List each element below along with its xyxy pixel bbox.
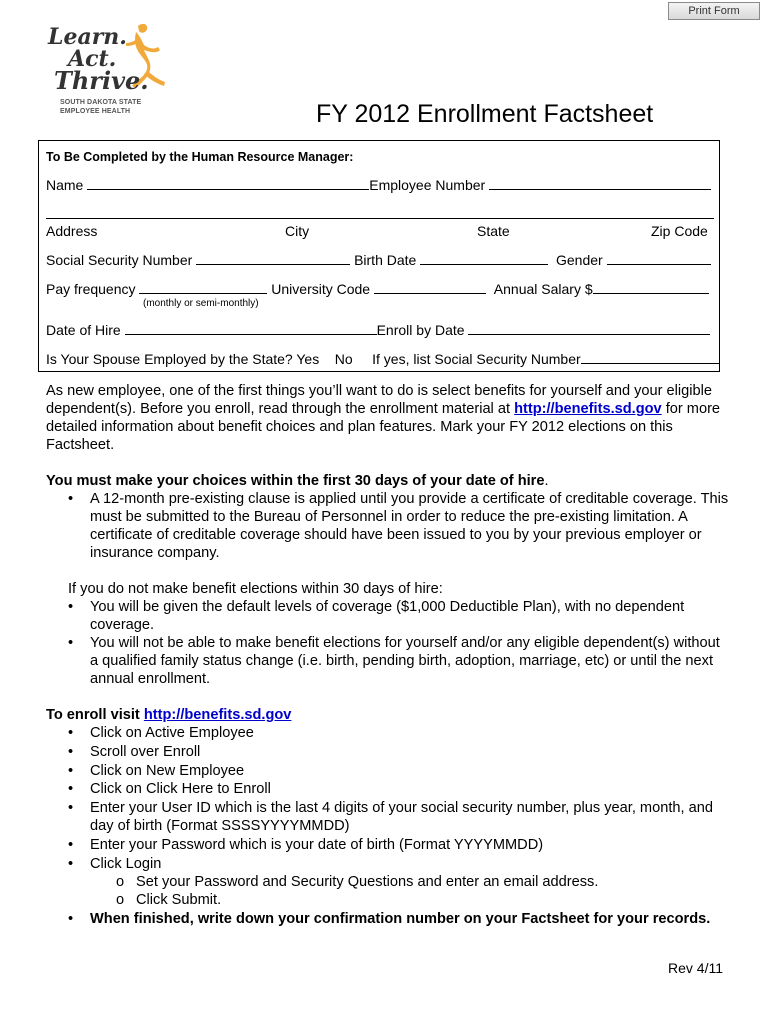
pay-frequency-note: (monthly or semi-monthly) bbox=[143, 298, 259, 309]
university-code-field[interactable] bbox=[374, 281, 486, 294]
must-heading: You must make your choices within the first 30 days of your date of hire. bbox=[46, 473, 549, 489]
enroll-link[interactable]: http://benefits.sd.gov bbox=[143, 707, 292, 723]
pay-frequency-field[interactable] bbox=[139, 281, 267, 294]
name-label: Name bbox=[46, 177, 84, 193]
spouse-yes-option[interactable]: Yes bbox=[296, 351, 320, 367]
employee-number-label: Employee Number bbox=[369, 177, 486, 193]
if-not-heading: If you do not make benefit elections within 30 days of hire: bbox=[68, 581, 443, 597]
list-item: • Click on Active Employee bbox=[68, 725, 254, 741]
print-form-button[interactable]: Print Form bbox=[668, 2, 760, 20]
spouse-ssn-label: If yes, list Social Security Number bbox=[372, 351, 581, 367]
name-field[interactable] bbox=[87, 177, 369, 190]
logo-org-line1: SOUTH DAKOTA STATE bbox=[60, 99, 142, 106]
list-item: • Enter your User ID which is the last 4 digits of your social security number, plus year, month, and day of birth (Format SSSSYYYYMMDD) bbox=[68, 800, 713, 834]
city-label: City bbox=[285, 223, 310, 239]
university-code-label: University Code bbox=[271, 281, 371, 297]
enroll-by-field[interactable] bbox=[468, 322, 710, 335]
address-field[interactable] bbox=[46, 218, 714, 219]
form-heading: To Be Completed by the Human Resource Manager: bbox=[46, 150, 354, 164]
address-label: Address bbox=[46, 223, 98, 239]
annual-salary-label: Annual Salary $ bbox=[493, 281, 593, 297]
list-item: • Click on New Employee bbox=[68, 763, 245, 779]
benefits-link[interactable]: http://benefits.sd.gov bbox=[514, 401, 662, 417]
birth-date-label: Birth Date bbox=[354, 252, 417, 268]
spouse-question: Is Your Spouse Employed by the State? bbox=[46, 351, 293, 367]
annual-salary-field[interactable] bbox=[593, 281, 709, 294]
spouse-ssn-field[interactable] bbox=[581, 351, 719, 364]
list-item: • A 12-month pre-existing clause is applied until you provide a certificate of creditable coverage. This must be submitted to the Bureau of Personnel in order to reduce the pre-existing limitation. A certificate of creditable coverage should have been issued to you by your previous employer or insurance company. bbox=[68, 491, 729, 561]
ssn-row bbox=[46, 252, 711, 268]
ssn-field[interactable] bbox=[196, 252, 350, 265]
sub-list-item: o Set your Password and Security Questions and enter an email address. bbox=[116, 874, 599, 890]
birth-date-field[interactable] bbox=[420, 252, 548, 265]
pay-frequency-label: Pay frequency bbox=[46, 281, 136, 297]
pay-row bbox=[46, 281, 709, 297]
intro-paragraph: As new employee, one of the first things you’ll want to do is select benefits for yourself and your eligible dependent(s). Before you enroll, read through the enrollment material at http://benefits.sd.gov for more detailed information about benefit choices and plan features. Mark your FY 2012 elections on this Factsheet. bbox=[46, 383, 721, 453]
logo-org-line2: EMPLOYEE HEALTH bbox=[60, 108, 131, 115]
employee-number-field[interactable] bbox=[489, 177, 711, 190]
date-of-hire-label: Date of Hire bbox=[46, 322, 121, 338]
zip-label: Zip Code bbox=[651, 223, 708, 239]
gender-label: Gender bbox=[555, 252, 603, 268]
spouse-no-option[interactable]: No bbox=[334, 351, 353, 367]
enroll-by-label: Enroll by Date bbox=[376, 322, 465, 338]
spouse-row bbox=[46, 351, 719, 367]
list-item: • Enter your Password which is your date of birth (Format YYYYMMDD) bbox=[68, 837, 544, 853]
sub-list-item: o Click Submit. bbox=[116, 892, 222, 908]
logo-text: Learn. Act. Thrive. bbox=[48, 24, 149, 95]
revision-note: Rev 4/11 bbox=[668, 960, 723, 976]
date-of-hire-field[interactable] bbox=[125, 322, 377, 335]
page-title: FY 2012 Enrollment Factsheet bbox=[316, 100, 654, 128]
list-item: • When finished, write down your confirmation number on your Factsheet for your records. bbox=[68, 911, 711, 927]
list-item: • Scroll over Enroll bbox=[68, 744, 201, 760]
enroll-heading: To enroll visit http://benefits.sd.gov bbox=[46, 707, 292, 723]
state-label: State bbox=[477, 223, 510, 239]
name-row bbox=[46, 177, 711, 193]
list-item: • You will be given the default levels of coverage ($1,000 Deductible Plan), with no dependent coverage. bbox=[68, 599, 685, 633]
hire-row bbox=[46, 322, 710, 338]
list-item: • Click Login bbox=[68, 856, 162, 872]
ssn-label: Social Security Number bbox=[46, 252, 193, 268]
list-item: • Click on Click Here to Enroll bbox=[68, 781, 271, 797]
gender-field[interactable] bbox=[607, 252, 711, 265]
list-item: • You will not be able to make benefit elections for yourself and/or any eligible dependent(s) without a qualified family status change (i.e. birth, pending birth, adoption, marriage, etc) or until the next annual enrollment. bbox=[68, 635, 720, 687]
